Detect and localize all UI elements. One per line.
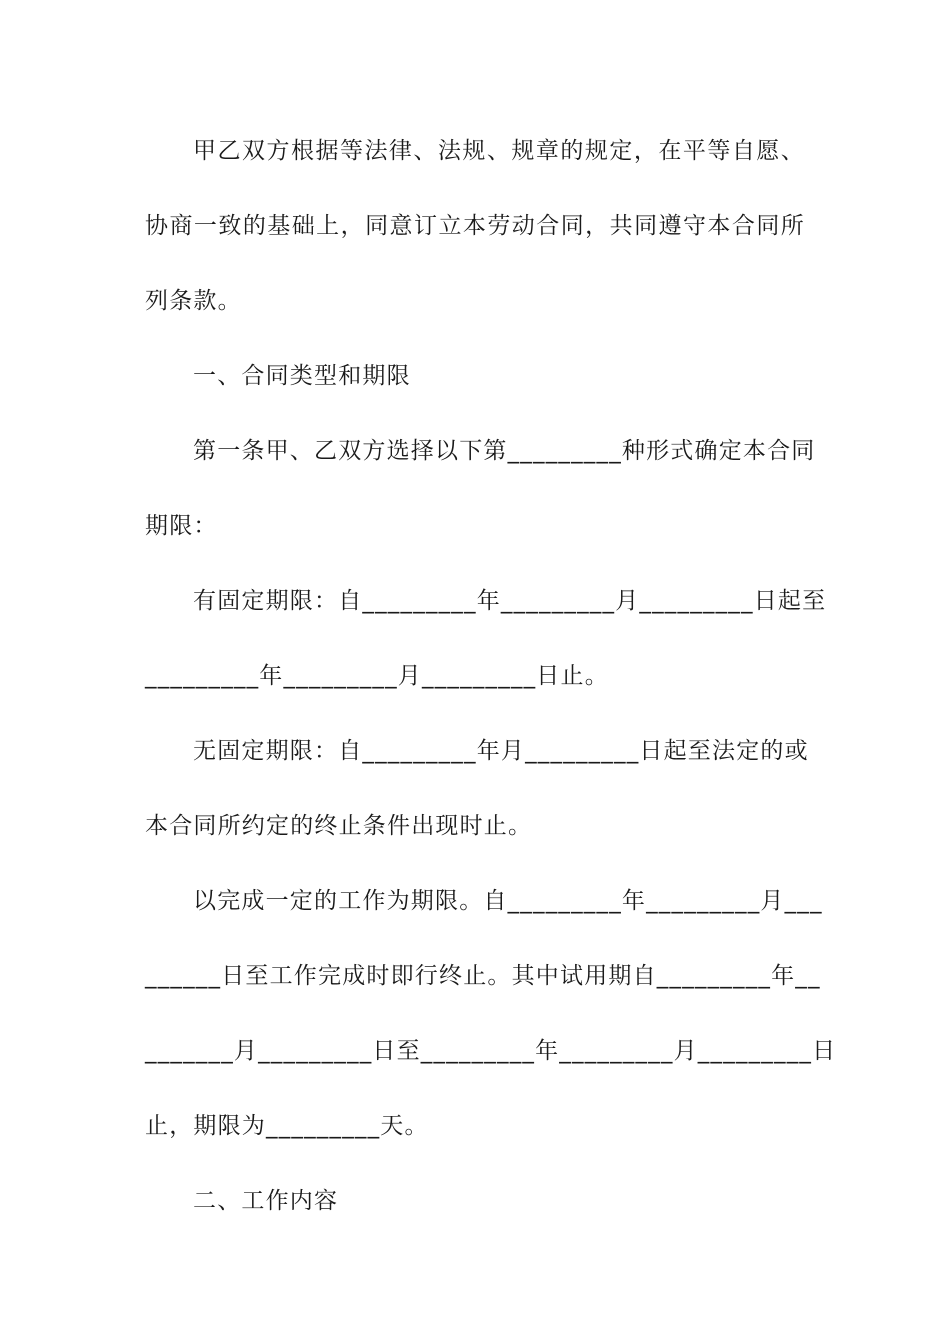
- paragraph-line: 止，期限为_________天。: [145, 1113, 429, 1139]
- paragraph-line: _______月_________日至_________年_________月_________日: [145, 1038, 837, 1064]
- paragraph-line: 有固定期限：自_________年_________月_________日起至: [193, 588, 827, 614]
- paragraph-line: 以完成一定的工作为期限。自_________年_________月___: [193, 888, 823, 914]
- section-heading: 二、工作内容: [193, 1188, 339, 1214]
- paragraph-line: 期限：: [145, 513, 218, 539]
- paragraph-line: 第一条甲、乙双方选择以下第_________种形式确定本合同: [193, 438, 816, 464]
- paragraph-line: 甲乙双方根据等法律、法规、规章的规定，在平等自愿、: [193, 138, 805, 164]
- paragraph-line: ______日至工作完成时即行终止。其中试用期自_________年__: [145, 963, 821, 989]
- paragraph-line: _________年_________月_________日止。: [145, 663, 609, 689]
- paragraph-line: 协商一致的基础上，同意订立本劳动合同，共同遵守本合同所: [145, 213, 805, 239]
- paragraph-line: 列条款。: [145, 288, 242, 314]
- paragraph-line: 无固定期限：自_________年月_________日起至法定的或: [193, 738, 809, 764]
- section-heading: 一、合同类型和期限: [193, 363, 411, 389]
- paragraph-line: 本合同所约定的终止条件出现时止。: [145, 813, 533, 839]
